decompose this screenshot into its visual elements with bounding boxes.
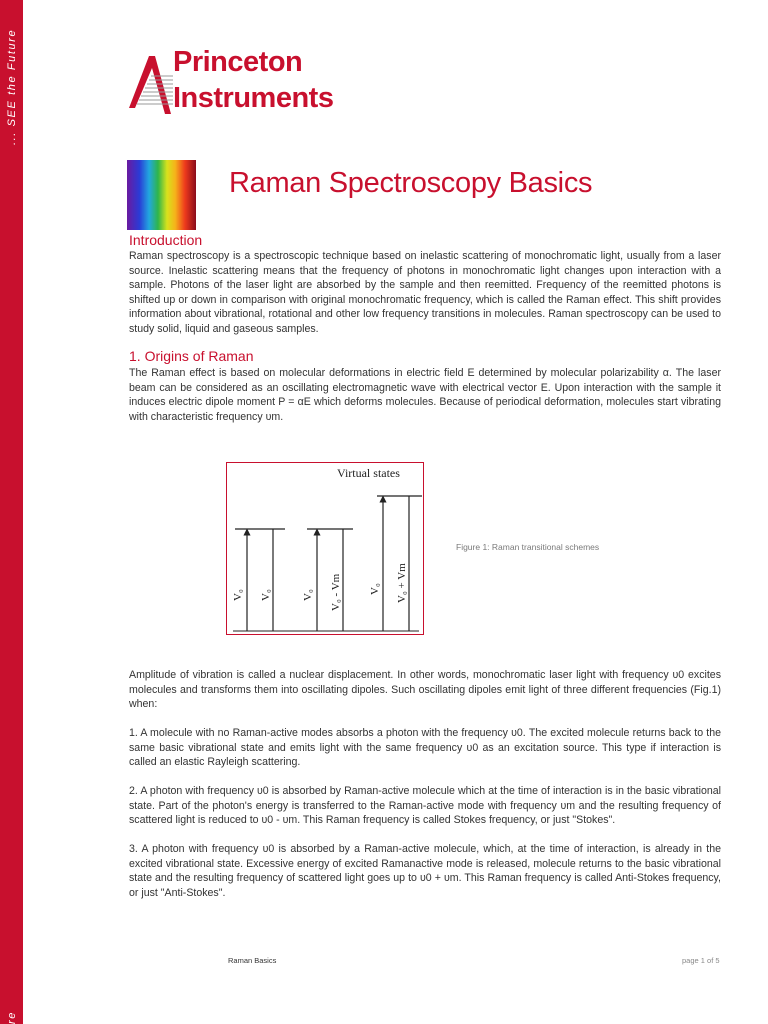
sidebar-bottom-wrap [3, 990, 21, 1024]
arrow-label-1: V₀ [232, 589, 244, 601]
page-title: Raman Spectroscopy Basics [229, 167, 593, 199]
footer-doc-name: Raman Basics [228, 956, 277, 965]
footer-page-number: page 1 of 5 [682, 956, 720, 965]
virtual-states-label: Virtual states [337, 466, 400, 480]
arrow-label-2: V₀ [260, 589, 272, 601]
body-paragraph-3: 2. A photon with frequency υ0 is absorbed by Raman-active molecule which at the time of interaction is in the basic vibrational state. Part of the photon's energy is transferred to the Raman-active mode with frequency υm and the resulting frequency of scattered light is reduced to υ0 - υm. This Raman frequency is called Stokes frequency, or just "Stokes". [129, 785, 721, 827]
arrow-label-4: V₀ - Vm [330, 573, 342, 611]
figure-caption: Figure 1: Raman transitional schemes [456, 542, 600, 552]
arrow-label-3: V₀ [302, 589, 314, 601]
logo-wordmark [173, 44, 333, 116]
intro-paragraph: Raman spectroscopy is a spectroscopic technique based on inelastic scattering of monochromatic light, usually from a laser source. Inelastic scattering means that the frequency of photons in monochromatic light changes upon interaction with a sample. Photons of the laser light are absorbed by the sample and then reemitted. Frequency of the reemitted photons is shifted up or down in comparison with original monochromatic frequency, which is called the Raman effect. This shift provides information about vibrational, rotational and other low frequency transitions in molecules. Raman spectroscopy can be used to study solid, liquid and gaseous samples. [129, 250, 721, 335]
arrow-label-6: V₀ + Vm [396, 563, 408, 603]
origins-heading: 1. Origins of Raman [129, 348, 254, 364]
raman-transition-figure [226, 462, 424, 635]
brand-sidebar [0, 0, 23, 1024]
princeton-instruments-logo [127, 44, 387, 120]
logo-line-2: Instruments [173, 82, 334, 114]
sidebar-tagline-wrap [3, 10, 21, 150]
logo-line-1: Princeton [173, 46, 303, 78]
sidebar-tagline: ... SEE the Future [6, 28, 18, 145]
body-paragraph-2: 1. A molecule with no Raman-active modes absorbs a photon with the frequency υ0. The excited molecule returns back to the same basic vibrational state and emits light with the same frequency υ0 as an excitation source. This type if interaction is called an elastic Rayleigh scattering. [129, 727, 721, 769]
raman-transition-diagram [227, 463, 422, 633]
spectrum-image [127, 160, 196, 230]
arrow-label-5: V₀ [369, 583, 381, 595]
intro-heading: Introduction [129, 232, 203, 248]
body-paragraph-4: 3. A photon with frequency υ0 is absorbed by a Raman-active molecule, which, at the time of interaction, is already in the excited vibrational state. Excessive energy of excited Ramanactive mode is released, molecule returns to the basic vibrational state and the resulting frequency of scattered light goes up to υ0 + υm. This Raman frequency is called Anti-Stokes frequency, or just "Anti-Stokes". [129, 843, 721, 899]
sidebar-bottom-fragment: re [6, 1011, 18, 1024]
body-paragraph-1: Amplitude of vibration is called a nuclear displacement. In other words, monochromatic laser light with frequency υ0 excites molecules and transforms them into oscillating dipoles. Such oscillating dipoles emit light of three different frequencies (Fig.1) when: [129, 669, 721, 711]
origins-paragraph: The Raman effect is based on molecular deformations in electric field E determined by molecular polarizability α. The laser beam can be considered as an oscillating electromagnetic wave with electrical vector E. Upon interaction with the sample it induces electric dipole moment P = αE which deforms molecules. Because of periodical deformation, molecules start vibrating with characteristic frequency υm. [129, 367, 721, 423]
